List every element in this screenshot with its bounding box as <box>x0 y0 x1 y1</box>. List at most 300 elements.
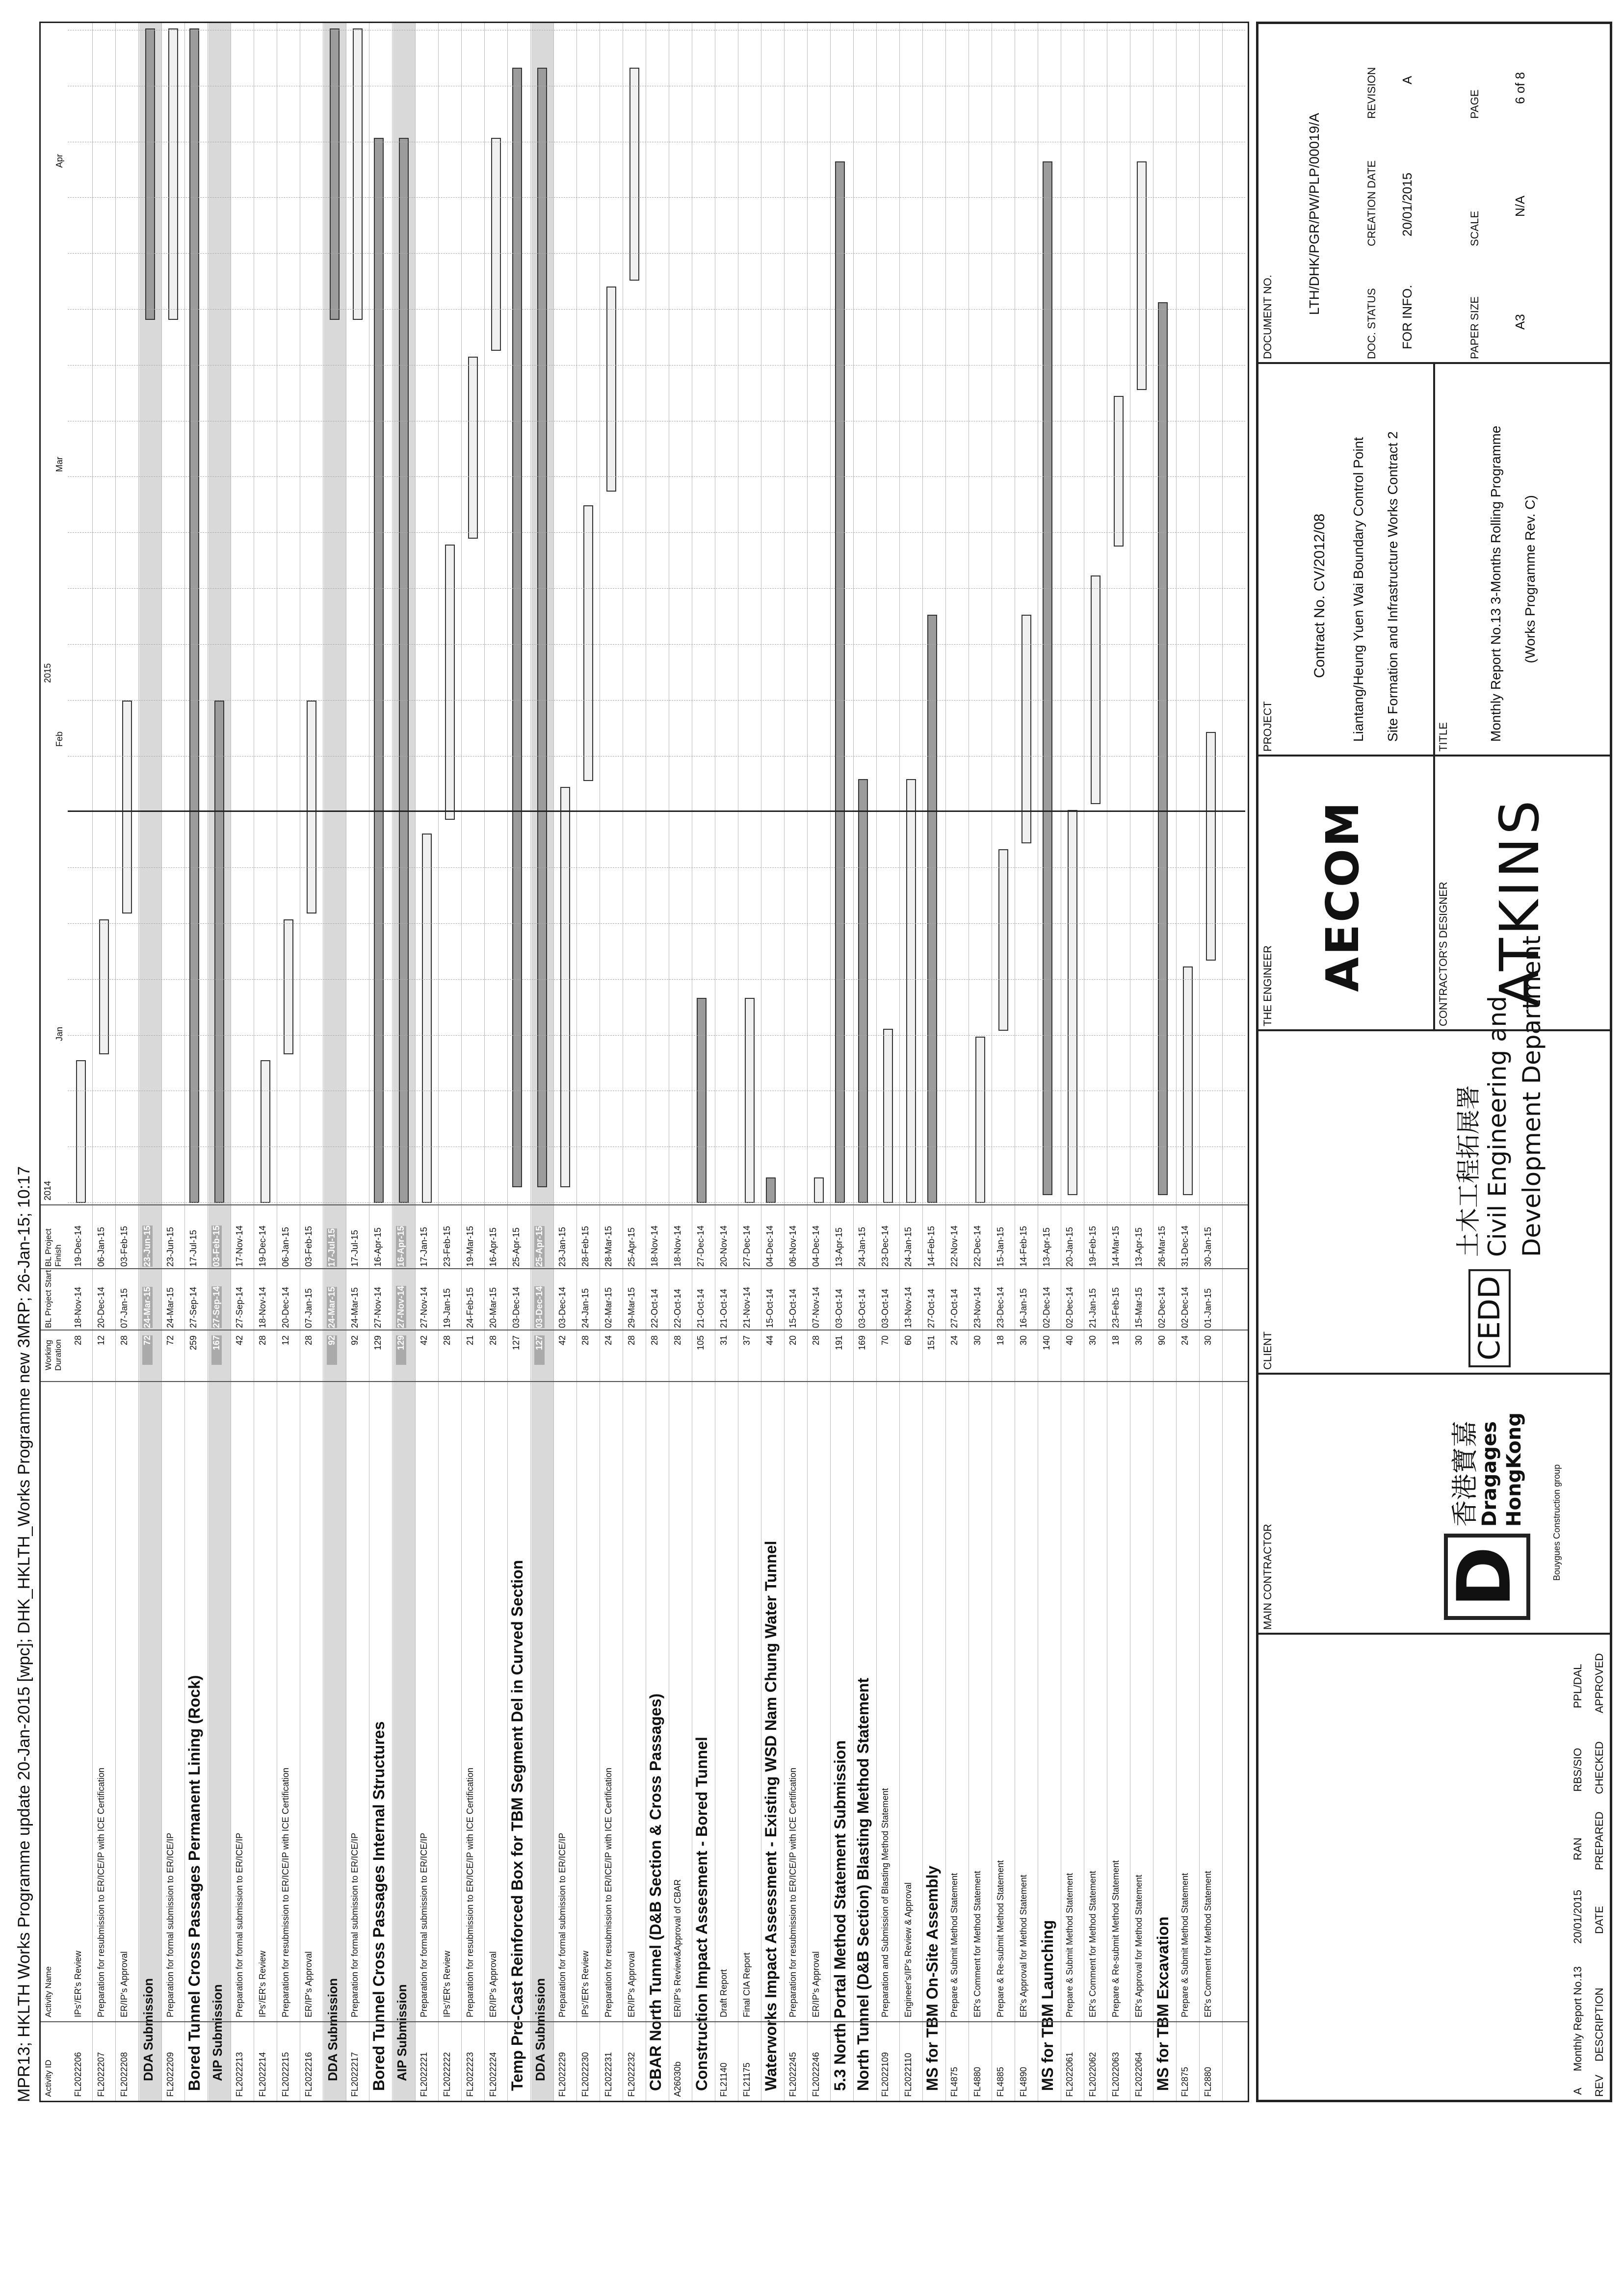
activity-duration: 44 <box>765 1335 775 1346</box>
activity-id: FL21175 <box>742 2062 752 2097</box>
cedd-logo-icon: CEDD <box>1468 1269 1511 1367</box>
gantt-bar <box>883 1029 893 1203</box>
activity-finish: 19-Feb-15 <box>1088 1226 1098 1267</box>
activity-row <box>232 23 254 2101</box>
gantt-bar <box>374 138 384 1203</box>
week-gridline <box>68 644 1245 645</box>
activity-id: FL2022221 <box>419 2052 429 2097</box>
activity-finish: 03-Feb-15 <box>119 1226 129 1267</box>
activity-row <box>601 23 623 2101</box>
gantt-bar <box>1043 161 1052 1195</box>
activity-finish: 27-Dec-14 <box>742 1225 752 1267</box>
activity-id: FL4880 <box>972 2066 982 2097</box>
gantt-bar <box>1114 396 1124 547</box>
row-divider <box>138 23 139 2101</box>
activity-start: 27-Sep-14 <box>235 1286 244 1328</box>
activity-finish: 13-Apr-15 <box>1134 1227 1144 1267</box>
activity-duration: 92 <box>327 1335 337 1365</box>
activity-start: 02-Dec-14 <box>1157 1286 1167 1328</box>
activity-start: 16-Jan-15 <box>1019 1288 1028 1328</box>
activity-row <box>116 23 138 2101</box>
row-divider <box>830 23 831 2101</box>
title-block <box>1256 22 1612 2102</box>
activity-start: 22-Oct-14 <box>650 1288 659 1328</box>
activity-name: Preparation for formal submission to ER/ICE/IP <box>235 1832 244 2017</box>
activity-name: DDA Submission <box>141 1978 156 2081</box>
activity-finish: 03-Feb-15 <box>304 1226 314 1267</box>
activity-finish: 24-Jan-15 <box>857 1226 867 1267</box>
activity-row <box>808 23 830 2101</box>
col-divider-start <box>41 1268 1248 1269</box>
activity-row <box>739 23 761 2101</box>
row-divider <box>438 23 439 2101</box>
col-finish: BL Project Finish <box>44 1228 63 1267</box>
activity-start: 24-Mar-15 <box>350 1287 360 1328</box>
activity-name: Prepare & Submit Method Statement <box>1180 1873 1190 2017</box>
activity-start: 03-Dec-14 <box>557 1286 567 1328</box>
activity-name: 5.3 North Portal Method Statement Submission <box>831 1740 849 2091</box>
gantt-bar <box>1206 732 1216 961</box>
activity-id: FL2022230 <box>580 2052 590 2097</box>
week-gridline <box>68 197 1245 198</box>
designer-name: ATKINS <box>1488 797 1551 1007</box>
activity-id: FL2022061 <box>1065 2052 1074 2097</box>
activity-duration: 169 <box>857 1335 867 1351</box>
activity-start: 07-Jan-15 <box>304 1288 314 1328</box>
revision-value: A <box>1400 76 1414 84</box>
activity-name: Prepare & Submit Method Statement <box>949 1873 959 2017</box>
activity-name: Draft Report <box>719 1969 729 2017</box>
activity-name: ER's Comment for Method Statement <box>972 1871 982 2017</box>
activity-id: FL2022110 <box>903 2053 913 2097</box>
activity-finish: 23-Feb-15 <box>442 1226 452 1267</box>
activity-name: Preparation and Submission of Blasting Method Statement <box>880 1788 890 2017</box>
activity-finish: 06-Nov-14 <box>788 1225 798 1267</box>
activity-name: ER/IP's Approval <box>627 1951 636 2017</box>
activity-start: 29-Mar-15 <box>627 1287 636 1328</box>
activity-start: 21-Nov-14 <box>742 1286 752 1328</box>
activity-row <box>278 23 300 2101</box>
rev-date: 20/01/2015 <box>1572 1889 1584 1944</box>
row-divider <box>553 23 554 2101</box>
gantt-bar <box>468 357 478 538</box>
activity-start: 27-Nov-14 <box>419 1286 429 1328</box>
project-label: PROJECT <box>1261 701 1274 752</box>
activity-row <box>1200 23 1222 2101</box>
activity-duration: 90 <box>1157 1335 1167 1346</box>
col-divider-name <box>41 1381 1248 1382</box>
contractor-name-cn: 香港寶嘉 <box>1449 1421 1480 1527</box>
activity-duration: 30 <box>1134 1335 1144 1346</box>
gantt-bar <box>353 28 363 320</box>
row-divider <box>161 23 162 2101</box>
week-gridline <box>68 756 1245 757</box>
rev-prepared: RAN <box>1572 1837 1584 1860</box>
document-no-label: DOCUMENT NO. <box>1261 275 1274 359</box>
title-line1: Monthly Report No.13 3-Months Rolling Programme <box>1488 425 1503 742</box>
section-row <box>693 23 715 2101</box>
activity-start: 19-Jan-15 <box>442 1288 452 1328</box>
activity-duration: 28 <box>304 1335 314 1346</box>
rev-value: A <box>1572 2087 1584 2095</box>
activity-duration: 30 <box>1019 1335 1028 1346</box>
activity-name: North Tunnel (D&B Section) Blasting Method Statement <box>854 1677 872 2091</box>
client-box <box>1257 1029 1611 1375</box>
gantt-bar <box>927 615 937 1203</box>
week-gridline <box>68 253 1245 254</box>
creation-date: 20/01/2015 <box>1400 172 1414 236</box>
rev-description: Monthly Report No.13 <box>1572 1966 1584 2071</box>
activity-finish: 14-Feb-15 <box>926 1226 936 1267</box>
head-prepared: PREPARED <box>1593 1811 1605 1870</box>
section-row <box>1154 23 1176 2101</box>
activity-finish: 23-Jun-15 <box>165 1226 175 1267</box>
activity-id: FL2022222 <box>442 2052 452 2097</box>
activity-start: 18-Nov-14 <box>73 1286 83 1328</box>
activity-duration: 70 <box>880 1335 890 1346</box>
activity-id: FL2880 <box>1203 2066 1213 2097</box>
row-divider <box>876 23 877 2101</box>
activity-id: FL2875 <box>1180 2066 1190 2097</box>
gantt-bar <box>512 68 522 1187</box>
activity-duration: 37 <box>742 1335 752 1346</box>
activity-finish: 17-Nov-14 <box>235 1225 244 1267</box>
activity-duration: 31 <box>719 1335 729 1346</box>
activity-name: Prepare & Submit Method Statement <box>1065 1873 1074 2017</box>
title-line2: (Works Programme Rev. C) <box>1522 495 1538 663</box>
activity-duration: 24 <box>949 1335 959 1346</box>
activity-row <box>1177 23 1199 2101</box>
gantt-bar <box>606 287 616 492</box>
activity-start: 23-Nov-14 <box>972 1286 982 1328</box>
activity-duration: 105 <box>696 1335 706 1351</box>
dragages-logo-icon: D <box>1444 1534 1530 1620</box>
week-gridline <box>68 532 1245 533</box>
document-no: LTH/DHK/PGR/PW/PLP/00019/A <box>1307 113 1322 315</box>
activity-name: AIP Submission <box>394 1984 409 2081</box>
week-gridline <box>68 1035 1245 1036</box>
week-gridline <box>68 476 1245 477</box>
activity-duration: 60 <box>903 1335 913 1346</box>
gantt-bar <box>1183 966 1193 1195</box>
activity-name: Final CIA Report <box>742 1952 752 2017</box>
col-start: BL Project Start <box>44 1270 53 1328</box>
activity-finish: 27-Dec-14 <box>696 1225 706 1267</box>
week-gridline <box>68 923 1245 924</box>
activity-duration: 24 <box>603 1335 613 1346</box>
week-gridline <box>68 588 1245 589</box>
activity-duration: 28 <box>258 1335 267 1346</box>
activity-start: 01-Jan-15 <box>1203 1288 1213 1328</box>
activity-start: 03-Dec-14 <box>534 1286 544 1328</box>
section-row <box>647 23 669 2101</box>
activity-start: 18-Nov-14 <box>258 1286 267 1328</box>
row-divider <box>184 23 185 2101</box>
gantt-bar <box>99 919 109 1054</box>
activity-name: IPs'/ER's Review <box>580 1951 590 2017</box>
rev-checked: RBS/SIO <box>1572 1748 1584 1792</box>
week-gridline <box>68 309 1245 310</box>
engineer-name: AECOM <box>1316 800 1369 992</box>
section-row <box>185 23 208 2101</box>
activity-finish: 17-Jul-15 <box>350 1229 360 1267</box>
main-contractor-label: MAIN CONTRACTOR <box>1261 1524 1274 1630</box>
activity-start: 27-Oct-14 <box>926 1288 936 1328</box>
activity-duration: 129 <box>373 1335 383 1351</box>
activity-duration: 28 <box>650 1335 659 1346</box>
gantt-bar <box>629 68 639 281</box>
activity-duration: 12 <box>96 1335 106 1346</box>
activity-finish: 23-Jun-15 <box>142 1225 152 1267</box>
gantt-bar <box>975 1037 985 1203</box>
activity-start: 15-Oct-14 <box>765 1288 775 1328</box>
gantt-bar <box>745 998 755 1203</box>
activity-finish: 16-Apr-15 <box>373 1227 383 1267</box>
gantt-bar <box>145 28 155 320</box>
row-divider <box>530 23 531 2101</box>
activity-finish: 04-Dec-14 <box>765 1225 775 1267</box>
activity-duration: 42 <box>235 1335 244 1346</box>
activity-id: FL2022063 <box>1111 2052 1121 2097</box>
activity-duration: 129 <box>396 1335 406 1365</box>
activity-name: DDA Submission <box>533 1978 548 2081</box>
activity-row <box>900 23 922 2101</box>
summary-band-row <box>209 23 231 2101</box>
activity-finish: 22-Dec-14 <box>972 1225 982 1267</box>
activity-duration: 28 <box>442 1335 452 1346</box>
activity-finish: 23-Dec-14 <box>880 1225 890 1267</box>
activity-id: FL2022209 <box>165 2052 175 2097</box>
activity-finish: 23-Jan-15 <box>557 1226 567 1267</box>
activity-finish: 13-Apr-15 <box>1042 1227 1051 1267</box>
activity-row <box>347 23 369 2101</box>
row-divider <box>1199 23 1200 2101</box>
activity-finish: 14-Mar-15 <box>1111 1226 1121 1267</box>
year-2014: 2014 <box>43 1180 52 1200</box>
activity-row <box>301 23 323 2101</box>
activity-name: Temp Pre-Cast Reinforced Box for TBM Segment Del in Curved Section <box>508 1560 526 2091</box>
activity-duration: 20 <box>788 1335 798 1346</box>
head-approved: APPROVED <box>1593 1653 1605 1713</box>
activity-duration: 30 <box>1088 1335 1098 1346</box>
activity-finish: 30-Jan-15 <box>1203 1226 1213 1267</box>
activity-finish: 18-Nov-14 <box>673 1225 682 1267</box>
activity-finish: 06-Jan-15 <box>96 1226 106 1267</box>
activity-finish: 06-Jan-15 <box>281 1226 290 1267</box>
gantt-bar <box>76 1060 86 1203</box>
activity-name: IPs'/ER's Review <box>442 1951 452 2017</box>
programme-header: MPR13; HKLTH Works Programme update 20-Jan-2015 [wpc]; DHK_HKLTH_Works Programme new 3MRP; 26-Jan-15; 10:17 <box>15 1166 33 2102</box>
activity-row <box>1062 23 1084 2101</box>
activity-finish: 25-Apr-15 <box>511 1227 521 1267</box>
activity-start: 15-Oct-14 <box>788 1288 798 1328</box>
row-divider <box>1176 23 1177 2101</box>
activity-name: DDA Submission <box>325 1978 340 2081</box>
section-row <box>370 23 392 2101</box>
activity-finish: 16-Apr-15 <box>396 1226 406 1267</box>
section-row <box>923 23 945 2101</box>
activity-duration: 127 <box>511 1335 521 1351</box>
activity-name: Preparation for formal submission to ER/ICE/IP <box>350 1832 360 2017</box>
week-gridline <box>68 700 1245 701</box>
activity-start: 21-Oct-14 <box>696 1288 706 1328</box>
revision-label: REVISION <box>1365 67 1378 119</box>
activity-name: Preparation for resubmission to ER/ICE/IP with ICE Certification <box>281 1768 290 2017</box>
activity-duration: 12 <box>281 1335 290 1346</box>
activity-name: Preparation for formal submission to ER/ICE/IP <box>419 1832 429 2017</box>
activity-name: CBAR North Tunnel (D&B Section & Cross Passages) <box>647 1693 664 2091</box>
section-row <box>508 23 530 2101</box>
project-line2: Site Formation and Infrastructure Works Contract 2 <box>1385 431 1400 742</box>
page-label: PAGE <box>1468 89 1481 119</box>
revision-table <box>1257 1633 1611 2101</box>
activity-id: FL4885 <box>995 2066 1005 2097</box>
activity-start: 24-Mar-15 <box>165 1287 175 1328</box>
activity-id: FL2022109 <box>880 2052 890 2097</box>
activity-start: 20-Dec-14 <box>281 1286 290 1328</box>
activity-name: Engineer's/IP's Review & Approval <box>903 1882 913 2017</box>
activity-finish: 13-Apr-15 <box>834 1227 844 1267</box>
activity-id: FL4875 <box>949 2066 959 2097</box>
activity-finish: 17-Jul-15 <box>327 1228 337 1267</box>
activity-duration: 28 <box>811 1335 821 1346</box>
activity-row <box>624 23 646 2101</box>
gantt-bar <box>906 779 916 1203</box>
contractor-name-en1: Dragages <box>1478 1421 1501 1527</box>
activity-duration: 92 <box>350 1335 360 1346</box>
activity-finish: 24-Jan-15 <box>903 1226 913 1267</box>
project-line1: Liantang/Heung Yuen Wai Boundary Control Point <box>1351 437 1366 742</box>
activity-name: Preparation for resubmission to ER/ICE/IP with ICE Certification <box>603 1768 613 2017</box>
activity-duration: 30 <box>972 1335 982 1346</box>
activity-name: MS for TBM On-Site Assembly <box>923 1865 941 2091</box>
activity-id: FL21140 <box>719 2062 729 2097</box>
activity-duration: 167 <box>211 1335 222 1365</box>
activity-start: 13-Nov-14 <box>903 1286 913 1328</box>
activity-start: 07-Jan-15 <box>119 1288 129 1328</box>
activity-name: ER/IP's Approval <box>119 1951 129 2017</box>
activity-finish: 15-Jan-15 <box>995 1226 1005 1267</box>
activity-row <box>785 23 807 2101</box>
activity-finish: 26-Mar-15 <box>1157 1226 1167 1267</box>
row-divider <box>1222 23 1223 2101</box>
activity-id: FL2022062 <box>1088 2052 1098 2097</box>
contract-no: Contract No. CV/2012/08 <box>1311 513 1328 678</box>
activity-duration: 72 <box>165 1335 175 1346</box>
title-box <box>1433 362 1611 757</box>
activity-duration: 24 <box>1180 1335 1190 1346</box>
gantt-bar <box>168 28 178 320</box>
activity-duration: 18 <box>995 1335 1005 1346</box>
activity-row <box>1016 23 1038 2101</box>
row-divider <box>922 23 923 2101</box>
activity-name: ER/IP's Approval <box>304 1951 314 2017</box>
week-gridline <box>68 867 1245 868</box>
activity-name: Preparation for formal submission to ER/ICE/IP <box>165 1832 175 2017</box>
client-name-en2: Development Department <box>1518 935 1546 1257</box>
row-divider <box>853 23 854 2101</box>
gantt-bar <box>766 1177 776 1203</box>
client-name-en1: Civil Engineering and <box>1483 995 1512 1257</box>
activity-id: FL2022216 <box>304 2052 314 2097</box>
gantt-bar <box>583 505 593 781</box>
activity-row <box>969 23 992 2101</box>
activity-finish: 19-Dec-14 <box>73 1225 83 1267</box>
month-feb: Feb <box>54 731 64 747</box>
activity-start: 03-Dec-14 <box>511 1286 521 1328</box>
gantt-bar <box>214 701 224 1203</box>
summary-band-row <box>324 23 346 2101</box>
head-checked: CHECKED <box>1593 1741 1605 1794</box>
summary-band-row <box>531 23 553 2101</box>
activity-start: 23-Feb-15 <box>1111 1287 1121 1328</box>
scale-value: N/A <box>1513 195 1527 217</box>
activity-id: FL2022064 <box>1134 2052 1144 2097</box>
row-divider <box>484 23 485 2101</box>
activity-name: MS for TBM Launching <box>1039 1920 1056 2091</box>
activity-duration: 28 <box>673 1335 682 1346</box>
activity-start: 21-Jan-15 <box>1088 1288 1098 1328</box>
doc-status: FOR INFO. <box>1400 285 1414 349</box>
activity-start: 02-Mar-15 <box>603 1287 613 1328</box>
month-mar: Mar <box>54 457 64 472</box>
activity-duration: 151 <box>926 1335 936 1351</box>
gantt-bar <box>330 28 340 320</box>
year-2015: 2015 <box>43 663 52 683</box>
page-value: 6 of 8 <box>1513 72 1527 104</box>
row-divider <box>945 23 946 2101</box>
activity-name: Bored Tunnel Cross Passages Permanent Lining (Rock) <box>185 1675 203 2091</box>
activity-name: Prepare & Re-submit Method Statement <box>1111 1860 1121 2017</box>
data-date-line <box>68 810 1245 812</box>
activity-start: 27-Nov-14 <box>373 1286 383 1328</box>
activity-finish: 14-Feb-15 <box>1019 1226 1028 1267</box>
activity-row <box>1085 23 1107 2101</box>
row-divider <box>507 23 508 2101</box>
activity-name: Waterworks Impact Assessment - Existing WSD Nam Chung Water Tunnel <box>762 1540 780 2091</box>
section-row <box>762 23 784 2101</box>
gantt-bar <box>122 701 132 913</box>
activity-start: 02-Dec-14 <box>1042 1286 1051 1328</box>
activity-start: 23-Dec-14 <box>995 1286 1005 1328</box>
activity-duration: 140 <box>1042 1335 1051 1351</box>
activity-duration: 42 <box>557 1335 567 1346</box>
activity-id: FL2022246 <box>811 2052 821 2097</box>
col-activity-name: Activity Name <box>44 1966 53 2017</box>
designer-label: CONTRACTOR'S DESIGNER <box>1437 882 1449 1026</box>
activity-duration: 28 <box>580 1335 590 1346</box>
section-row <box>854 23 876 2101</box>
col-divider-finish <box>41 1204 1248 1205</box>
activity-start: 20-Mar-15 <box>488 1287 498 1328</box>
activity-duration: 28 <box>488 1335 498 1346</box>
activity-name: Preparation for formal submission to ER/ICE/IP <box>557 1832 567 2017</box>
activity-start: 03-Oct-14 <box>857 1288 867 1328</box>
activity-row <box>162 23 184 2101</box>
activity-finish: 19-Dec-14 <box>258 1225 267 1267</box>
activity-name: Construction Impact Assesment - Bored Tunnel <box>693 1737 710 2091</box>
activity-duration: 40 <box>1065 1335 1074 1346</box>
activity-finish: 19-Mar-15 <box>465 1226 475 1267</box>
activity-finish: 04-Dec-14 <box>811 1225 821 1267</box>
gantt-bar <box>1137 161 1147 390</box>
activity-finish: 31-Dec-14 <box>1180 1225 1190 1267</box>
row-divider <box>115 23 116 2101</box>
gantt-bar <box>835 161 845 1203</box>
activity-row <box>877 23 899 2101</box>
gantt-bar <box>491 138 501 351</box>
gantt-bar <box>284 919 293 1054</box>
